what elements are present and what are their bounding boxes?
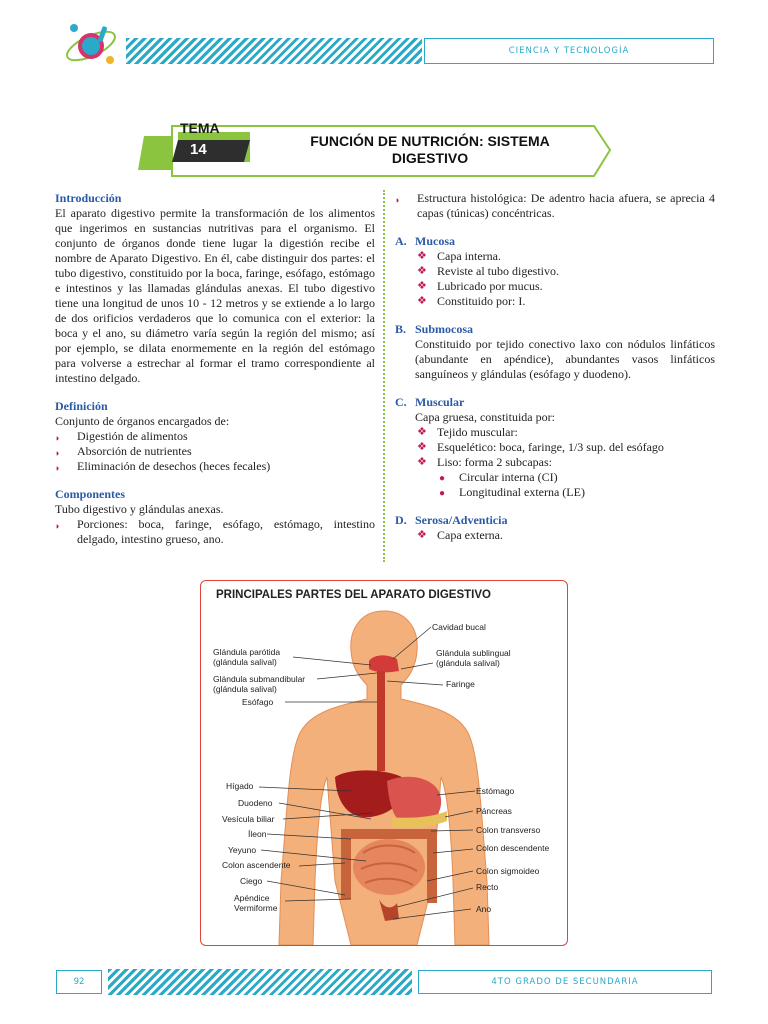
page-title: FUNCIÓN DE NUTRICIÓN: SISTEMA DIGESTIVO <box>310 133 550 166</box>
submucosa-heading: Submocosa <box>415 322 474 336</box>
dot-bullet-icon: ● <box>439 473 446 484</box>
label-pancreas: Páncreas <box>476 806 512 816</box>
left-column <box>55 191 375 560</box>
list-item: ❖ Lubricado por mucus. <box>417 279 543 293</box>
definition-heading: Definición <box>55 399 108 413</box>
diamond-bullet-icon: ❖ <box>417 265 427 277</box>
submucosa-section: B. Submocosa Constituido por tejido conectivo laxo con nódulos linfáticos (abundante en apéndice), abundantes vasos linfáticos sanguíneos y glándulas (esófago y duodeno). <box>395 322 715 381</box>
diamond-bullet-icon: ❖ <box>417 456 427 468</box>
bullet-icon: ◗ <box>395 195 401 205</box>
definition-text: Conjunto de órganos encargados de: <box>55 414 230 428</box>
list-item: ❖ Reviste al tubo digestivo. <box>417 264 559 278</box>
label-submandibular: Glándula submandibular (glándula salival) <box>213 674 306 694</box>
label-ileum: Íleon <box>248 829 267 839</box>
components-heading: Componentes <box>55 487 126 501</box>
list-item: ◗ Absorción de nutrientes <box>55 444 375 459</box>
list-item: ❖ Capa externa. <box>417 528 503 542</box>
submucosa-text: Constituido por tejido conectivo laxo con nódulos linfáticos (abundante en apéndice), abundantes vasos linfáticos sanguíneos y glándulas (esófago y duodeno). <box>415 337 715 381</box>
label-esophagus: Esófago <box>242 697 274 707</box>
subject-label: CIENCIA Y TECNOLOGÍA <box>424 38 714 64</box>
label-ascending-colon: Colon ascendente <box>222 860 291 870</box>
right-column <box>395 191 715 556</box>
list-item: ◗ Eliminación de desechos (heces fecales) <box>55 459 375 474</box>
topic-label: TEMA <box>180 120 220 136</box>
serosa-heading: Serosa/Adventicia <box>415 513 508 527</box>
intro-heading: Introducción <box>55 191 122 205</box>
definition-section <box>55 399 375 474</box>
list-item: ◗ Digestión de alimentos <box>55 429 375 444</box>
header-hatch <box>126 38 422 64</box>
list-item: ❖ Capa interna. <box>417 249 501 263</box>
mucosa-section: A. Mucosa ❖ Capa interna. ❖ Reviste al tubo digestivo. ❖ Lubricado por mucus. ❖ Constituido por: I. <box>395 234 715 309</box>
digestive-figure <box>200 580 568 946</box>
label-pharynx: Faringe <box>446 679 475 689</box>
label-appendix: Apéndice Vermiforme <box>234 893 278 913</box>
grade-label: 4TO GRADO DE SECUNDARIA <box>418 970 712 994</box>
label-gallbladder: Vesícula biliar <box>222 814 275 824</box>
logo <box>62 20 120 70</box>
muscular-heading: Muscular <box>415 395 465 409</box>
diamond-bullet-icon: ❖ <box>417 529 427 541</box>
diamond-bullet-icon: ❖ <box>417 280 427 292</box>
list-item: ● Longitudinal externa (LE) <box>439 485 585 499</box>
page-number: 92 <box>56 970 102 994</box>
components-section <box>55 487 375 547</box>
label-parotid: Glándula parótida (glándula salival) <box>213 647 281 667</box>
label-jejunum: Yeyuno <box>228 845 257 855</box>
list-item: ❖ Constituido por: I. <box>417 294 526 308</box>
bullet-icon: ◗ <box>55 448 61 458</box>
diamond-bullet-icon: ❖ <box>417 250 427 262</box>
mucosa-heading: Mucosa <box>415 234 455 248</box>
list-item: ❖ Tejido muscular: <box>417 425 518 439</box>
topic-number: 14 <box>190 141 207 158</box>
list-item: ● Circular interna (CI) <box>439 470 558 484</box>
digestive-illustration <box>201 581 567 945</box>
footer-hatch <box>108 969 412 995</box>
list-item: ❖ Esquelético: boca, faringe, 1/3 sup. del esófago <box>417 440 664 454</box>
label-sublingual: Glándula sublingual (glándula salival) <box>436 648 511 668</box>
intro-section <box>55 191 375 386</box>
figure-title: PRINCIPALES PARTES DEL APARATO DIGESTIVO <box>216 589 491 601</box>
muscular-text: Capa gruesa, constituida por: <box>415 410 555 424</box>
diamond-bullet-icon: ❖ <box>417 441 427 453</box>
bullet-icon: ◗ <box>55 433 61 443</box>
label-oral-cavity: Cavidad bucal <box>432 622 486 632</box>
label-stomach: Estómago <box>476 786 515 796</box>
bullet-icon: ◗ <box>55 463 61 473</box>
label-transverse-colon: Colon transverso <box>476 825 541 835</box>
bullet-icon: ◗ <box>55 521 61 531</box>
diamond-bullet-icon: ❖ <box>417 295 427 307</box>
column-divider <box>383 190 385 562</box>
structure-intro: ◗ Estructura histológica: De adentro hacia afuera, se aprecia 4 capas (túnicas) concéntricas. <box>395 191 715 220</box>
list-item: ◗ Porciones: boca, faringe, esófago, estómago, intestino delgado, intestino grueso, ano. <box>55 517 375 546</box>
serosa-section: D. Serosa/Adventicia ❖ Capa externa. <box>395 513 715 543</box>
label-rectum: Recto <box>476 882 499 892</box>
diamond-bullet-icon: ❖ <box>417 426 427 438</box>
label-duodenum: Duodeno <box>238 798 273 808</box>
dot-bullet-icon: ● <box>439 488 446 499</box>
label-anus: Ano <box>476 904 492 914</box>
muscular-section: C. Muscular Capa gruesa, constituida por: ❖ Tejido muscular: ❖ Esquelético: boca, faringe, 1/3 sup. del esófago ❖ Liso: forma 2 subcapas: ● Circular interna (CI) ● Longitudinal externa (LE) <box>395 395 715 500</box>
intro-text: El aparato digestivo permite la transformación de los alimentos que ingerimos en sustancias nutritivas para el organismo. El conjunto de órganos donde tiene lugar la digestión recibe el nombre de Aparato Digestivo. En él, cabe distinguir dos partes: el tubo digestivo, constituido por la boca, faringe, esófago, estómago e intestinos y las llamadas glándulas anexas. El tubo digestivo tiene una longitud de unos 10 - 12 metros y se extiende a lo largo de dos orificios verdaderos que lo comunica con el exterior: la boca y el ano, su diámetro varía según la región del mismo; así por ejemplo, se dilata enormemente en la región del estómago para volverse a estrechar al formar el tramo correspondiente al intestino delgado. <box>55 206 375 385</box>
label-sigmoid-colon: Colon sigmoideo <box>476 866 540 876</box>
label-liver: Hígado <box>226 781 254 791</box>
label-descending-colon: Colon descendente <box>476 843 550 853</box>
components-text: Tubo digestivo y glándulas anexas. <box>55 502 224 516</box>
label-cecum: Ciego <box>240 876 263 886</box>
list-item: ❖ Liso: forma 2 subcapas: <box>417 455 552 469</box>
